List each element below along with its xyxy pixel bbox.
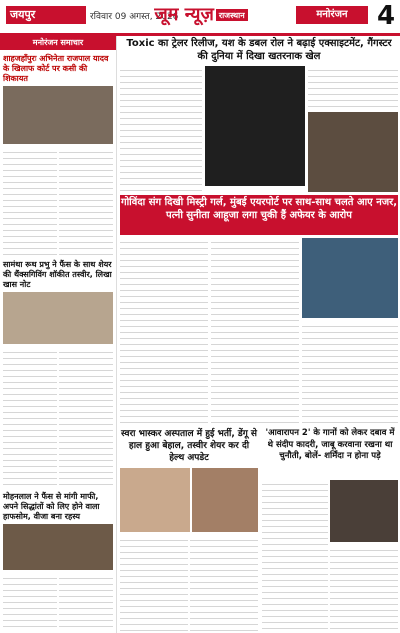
story3-text-col2	[59, 574, 113, 632]
story2-headline: सामंथा रूथ प्रभु ने फैंस के साथ शेयर की थैंक्सगिविंग शॉकीत तस्वीर, लिखा खास नोट	[3, 260, 112, 289]
logo-sub: राजस्थान	[216, 9, 248, 21]
govinda-text-col2	[211, 238, 299, 424]
logo-text: जूम न्यूज़	[154, 4, 214, 25]
awarapan-text-col2	[330, 546, 398, 632]
story1-text-col1	[3, 148, 57, 256]
govinda-text-col3	[302, 322, 398, 424]
section-label: मनोरंजन	[296, 6, 368, 24]
swara-photo-2	[192, 468, 258, 532]
story1-text-col2	[59, 148, 113, 256]
left-section-title: मनोरंजन समाचार	[0, 36, 116, 50]
headline-govinda: गोविंदा संग दिखी मिस्ट्री गर्ल, मुंबई एयरपोर्ट पर साथ-साथ चलते आए नजर, पत्नी सुनीता आहूजा लगा चुकी हैं अफेयर के आरोप	[120, 195, 398, 235]
awarapan-photo	[330, 480, 398, 542]
story2-text-col1	[3, 348, 57, 488]
toxic-photo	[205, 66, 305, 186]
headline-toxic: Toxic का ट्रेलर रिलीज, यश के डबल रोल ने बढ़ाई एक्साइटमेंट, गैंगस्टर की दुनिया में दिखा खतरनाक खेल	[126, 38, 392, 62]
swara-text-col2	[190, 536, 258, 632]
story1-photo	[3, 86, 113, 144]
city-label: जयपुर	[6, 6, 86, 24]
date-label: रविवार 09 अगस्त, 2026	[90, 12, 179, 22]
story3-photo	[3, 524, 113, 570]
swara-photo-1	[120, 468, 190, 532]
headline-awarapan: 'आवारापन 2' के गानों को लेकर दबाव में थे संदीप कादरी, जाबू करवाना रखना था चुनौती, बोलें- शर्मिंदा न होना पड़े	[265, 428, 395, 461]
story3-headline: मोहनलाल ने फैंस से मांगी माफी, अपने सिद्धांतों को लिए होने वाला हाफसोम, वीजा बना रहस्य	[3, 492, 100, 521]
headline-swara: स्वरा भास्कर अस्पताल में हुई भर्ती, डेंगू से हाल हुआ बेहाल, तस्वीर शेयर कर दी हेल्थ अपडेट	[120, 429, 257, 463]
toxic-text-right	[308, 66, 398, 110]
swara-text-col1	[120, 536, 188, 632]
story2-photo	[3, 292, 113, 344]
story1-headline: शाहजहाँपुरः अभिनेता राजपाल यादव के खिलाफ कोर्ट पर कसी की शिकायत	[3, 54, 109, 83]
story2-text-col2	[59, 348, 113, 488]
story3-text-col1	[3, 574, 57, 632]
toxic-text	[120, 66, 202, 192]
toxic-photo-2	[308, 112, 398, 192]
govinda-text-col1	[120, 238, 208, 424]
awarapan-text-col1	[262, 480, 328, 632]
newspaper-logo	[146, 2, 256, 28]
page-number: 4	[376, 1, 396, 31]
govinda-photo	[302, 238, 398, 318]
